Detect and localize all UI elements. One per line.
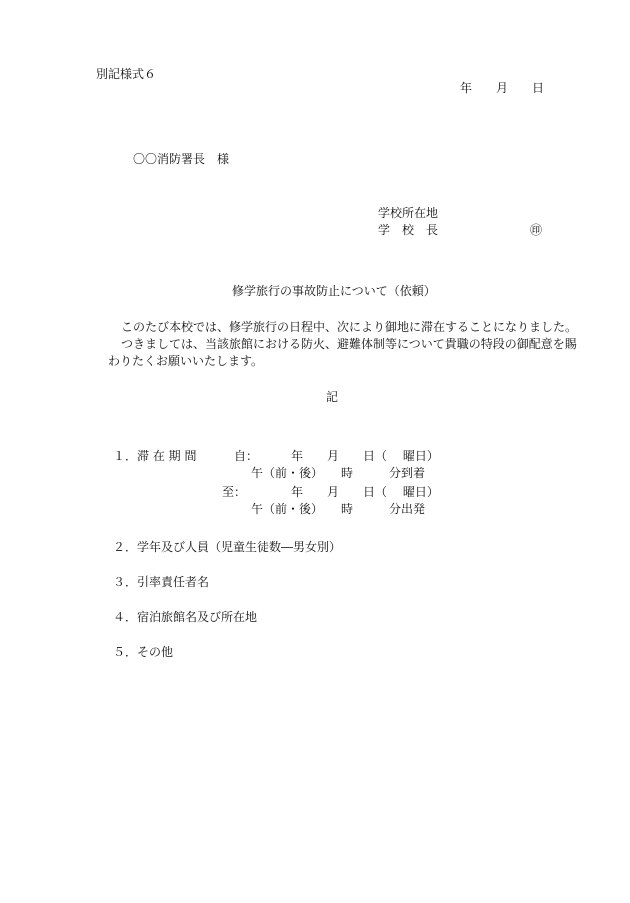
item-1-from-date: 年 月 日（ 曜日） xyxy=(291,449,439,463)
item-5: ５．その他 xyxy=(113,645,174,659)
item-1-from-label: 自： xyxy=(234,449,259,463)
body-line-2: つきましては、当該旅館における防火、避難体制等について貴職の特段の御配意を賜 xyxy=(121,337,577,351)
item-1-to-time: 午（前・後） 時 分出発 xyxy=(251,502,426,516)
date-line: 年 月 日 xyxy=(460,81,545,95)
document-title: 修学旅行の事故防止について（依頼） xyxy=(232,284,436,298)
item-1-to-label: 至： xyxy=(222,485,247,499)
form-label: 別記様式６ xyxy=(96,67,157,81)
item-3: ３．引率責任者名 xyxy=(113,575,210,589)
item-4: ４．宿泊旅館名及び所在地 xyxy=(113,610,258,624)
item-2: ２．学年及び人員（児童生徒数―男女別） xyxy=(113,540,342,554)
ki-heading: 記 xyxy=(326,390,339,404)
addressee: 〇〇消防署長 様 xyxy=(133,152,230,166)
item-1-label: １．滞 在 期 間 xyxy=(113,449,197,463)
principal-label: 学 校 長 xyxy=(378,223,439,237)
item-1-to-date: 年 月 日（ 曜日） xyxy=(291,485,439,499)
item-1-from-time: 午（前・後） 時 分到着 xyxy=(251,466,426,480)
body-line-1: このたび本校では、修学旅行の日程中、次により御地に滞在することになりました。 xyxy=(121,320,578,334)
seal-mark: ㊞ xyxy=(530,223,543,237)
body-line-3: わりたくお願いいたします。 xyxy=(108,354,264,368)
school-location-label: 学校所在地 xyxy=(378,206,439,220)
